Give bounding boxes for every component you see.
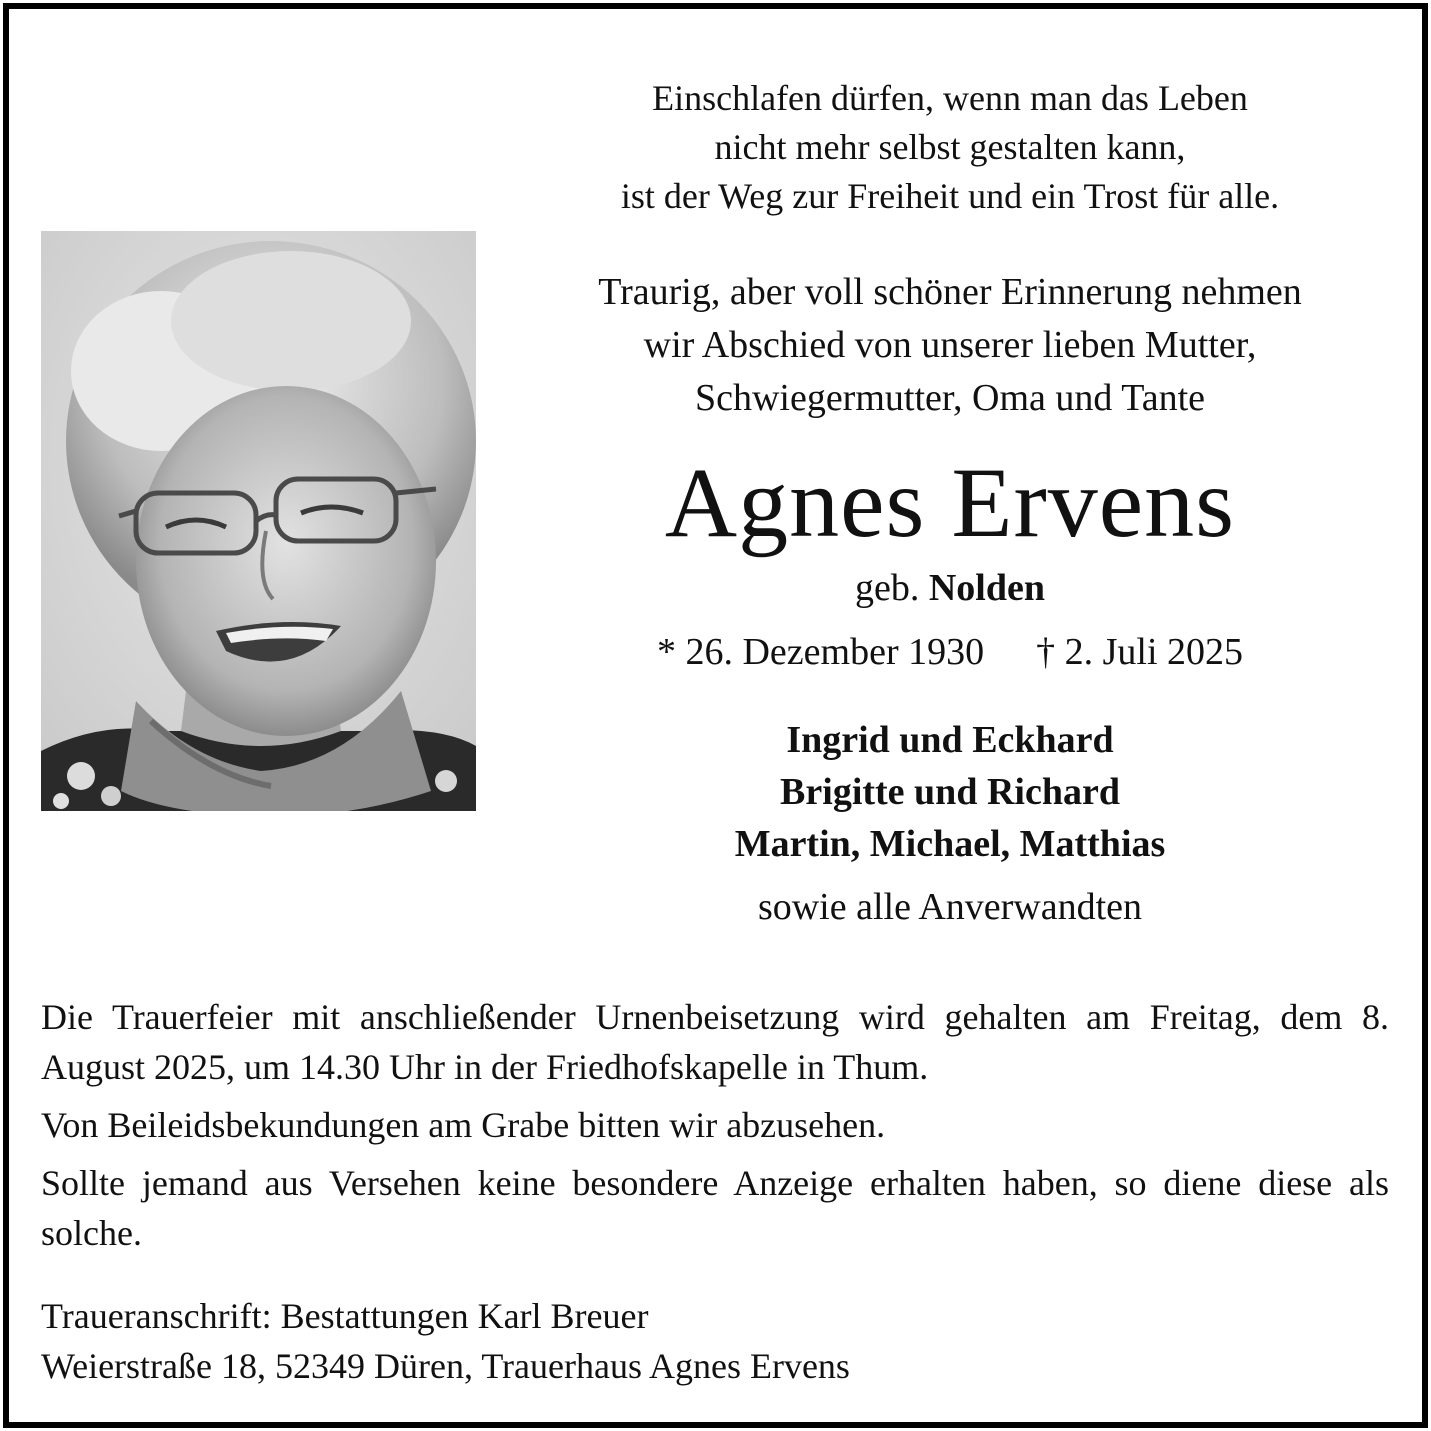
intro-line: wir Abschied von unserer lieben Mutter, (643, 324, 1257, 366)
verse-line: ist der Weg zur Freiheit und ein Trost für alle. (620, 176, 1280, 216)
life-dates (560, 627, 1340, 677)
address-line: Weierstraße 18, 52349 Düren, Trauerhaus Agnes Ervens (41, 1346, 850, 1386)
death-date: † 2. Juli 2025 (1036, 631, 1244, 673)
deceased-name: Agnes Ervens (664, 447, 1236, 558)
maiden-name-line (600, 563, 1300, 613)
mourner-line: Brigitte und Richard (780, 771, 1120, 813)
verse-line: Einschlafen dürfen, wenn man das Leben (652, 78, 1248, 118)
mourner-line: Martin, Michael, Matthias (734, 823, 1166, 865)
maiden-name: Nolden (928, 567, 1045, 609)
mourner-line: Ingrid und Eckhard (786, 719, 1114, 761)
verse (525, 74, 1375, 221)
condolence-notice: Von Beileidsbekundungen am Grabe bitten wir abzusehen. (41, 1105, 886, 1145)
address-line: Traueranschrift: Bestattungen Karl Breuer (41, 1296, 649, 1336)
verse-line: nicht mehr selbst gestalten kann, (714, 127, 1186, 167)
ceremony-notice: Die Trauerfeier mit anschließender Urnenbeisetzung wird gehalten am Freitag, dem 8. August 2025, um 14.30 Uhr in der Friedhofskapelle in Thum. (41, 997, 1389, 1087)
birth-date: * 26. Dezember 1930 (656, 631, 985, 673)
intro-line: Schwiegermutter, Oma und Tante (694, 377, 1206, 419)
relatives-line: sowie alle Anverwandten (757, 886, 1143, 928)
born-prefix: geb. (854, 567, 920, 609)
mourners (560, 714, 1340, 870)
portrait-image (41, 231, 476, 811)
portrait-photo (41, 231, 476, 811)
announcement-notice: Sollte jemand aus Versehen keine besondere Anzeige erhalten haben, so diene diese als solche. (41, 1163, 1389, 1253)
farewell-intro (515, 266, 1385, 425)
intro-line: Traurig, aber voll schöner Erinnerung nehmen (598, 271, 1302, 313)
mourning-address (41, 1291, 1141, 1391)
